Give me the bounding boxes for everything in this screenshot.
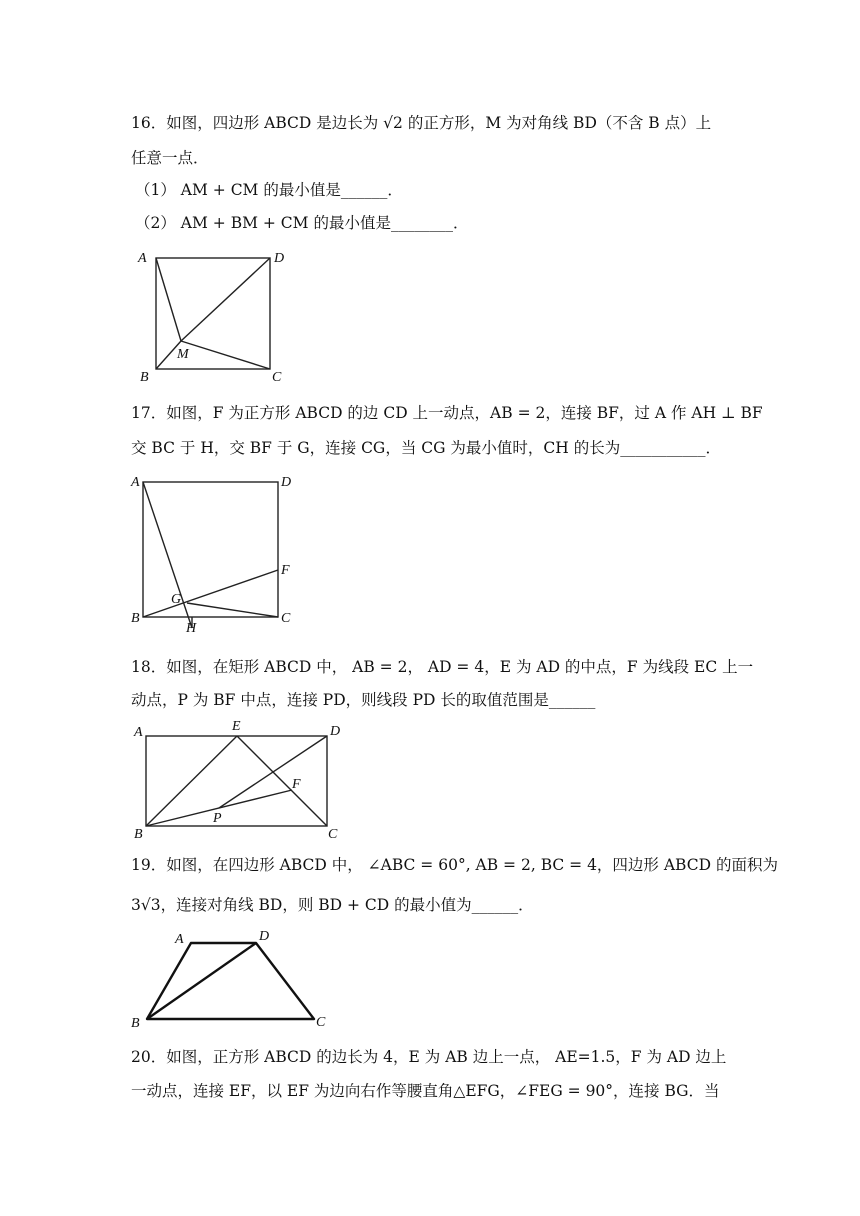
q17-label-h: H [186,621,197,636]
q18-label-a: A [134,725,143,740]
q19-label-c: C [316,1015,326,1030]
q16-label-c: C [272,370,282,385]
q19-text-line-1: 19．如图，在四边形 ABCD 中， ∠ABC = 60°, AB = 2, BC = 4，四边形 ABCD 的面积为 [131,856,778,874]
q17-label-a: A [131,475,140,490]
q18-text-line-1: 18．如图，在矩形 ABCD 中， AB = 2， AD = 4，E 为 AD 的中点，F 为线段 EC 上一 [131,658,754,676]
q17-label-d: D [281,475,292,490]
q17-label-f: F [281,563,290,578]
q18-label-p: P [213,811,222,826]
q18-text-line-2: 动点，P 为 BF 中点，连接 PD，则线段 PD 长的取值范围是______ [131,691,596,709]
q16-label-a: A [138,251,147,266]
q17-label-c: C [281,611,291,626]
q16-text-line-1: 16．如图，四边形 ABCD 是边长为 √2 的正方形，M 为对角线 BD（不含 B 点）上 [131,114,712,132]
q16-label-m: M [177,347,189,362]
q16-label-d: D [274,251,285,266]
q16-part-2: （2） AM + BM + CM 的最小值是________． [135,214,469,232]
q17-text-line-1: 17．如图，F 为正方形 ABCD 的边 CD 上一动点，AB = 2，连接 BF，过 A 作 AH ⊥ BF [131,404,763,422]
q20-text-line-2: 一动点，连接 EF，以 EF 为边向右作等腰直角△EFG，∠FEG = 90°，连接 BG．当 [131,1082,720,1100]
q18-label-f: F [292,777,301,792]
q16-label-b: B [140,370,149,385]
q19-text-line-2: 3√3，连接对角线 BD，则 BD + CD 的最小值为______． [131,896,534,914]
q17-label-g: G [171,592,182,607]
q18-label-e: E [232,719,241,734]
q16-text-line-2: 任意一点． [131,149,209,167]
q16-part-1: （1） AM + CM 的最小值是______． [135,181,403,199]
q18-label-b: B [134,827,143,842]
q17-label-b: B [131,611,140,626]
q19-label-b: B [131,1016,140,1031]
q18-label-c: C [328,827,338,842]
q17-text-line-2: 交 BC 于 H，交 BF 于 G，连接 CG，当 CG 为最小值时，CH 的长为___________． [131,439,721,457]
q18-label-d: D [330,724,341,739]
q19-label-a: A [175,932,184,947]
q19-label-d: D [259,929,270,944]
q20-text-line-1: 20．如图，正方形 ABCD 的边长为 4，E 为 AB 边上一点， AE=1.5，F 为 AD 边上 [131,1048,727,1066]
